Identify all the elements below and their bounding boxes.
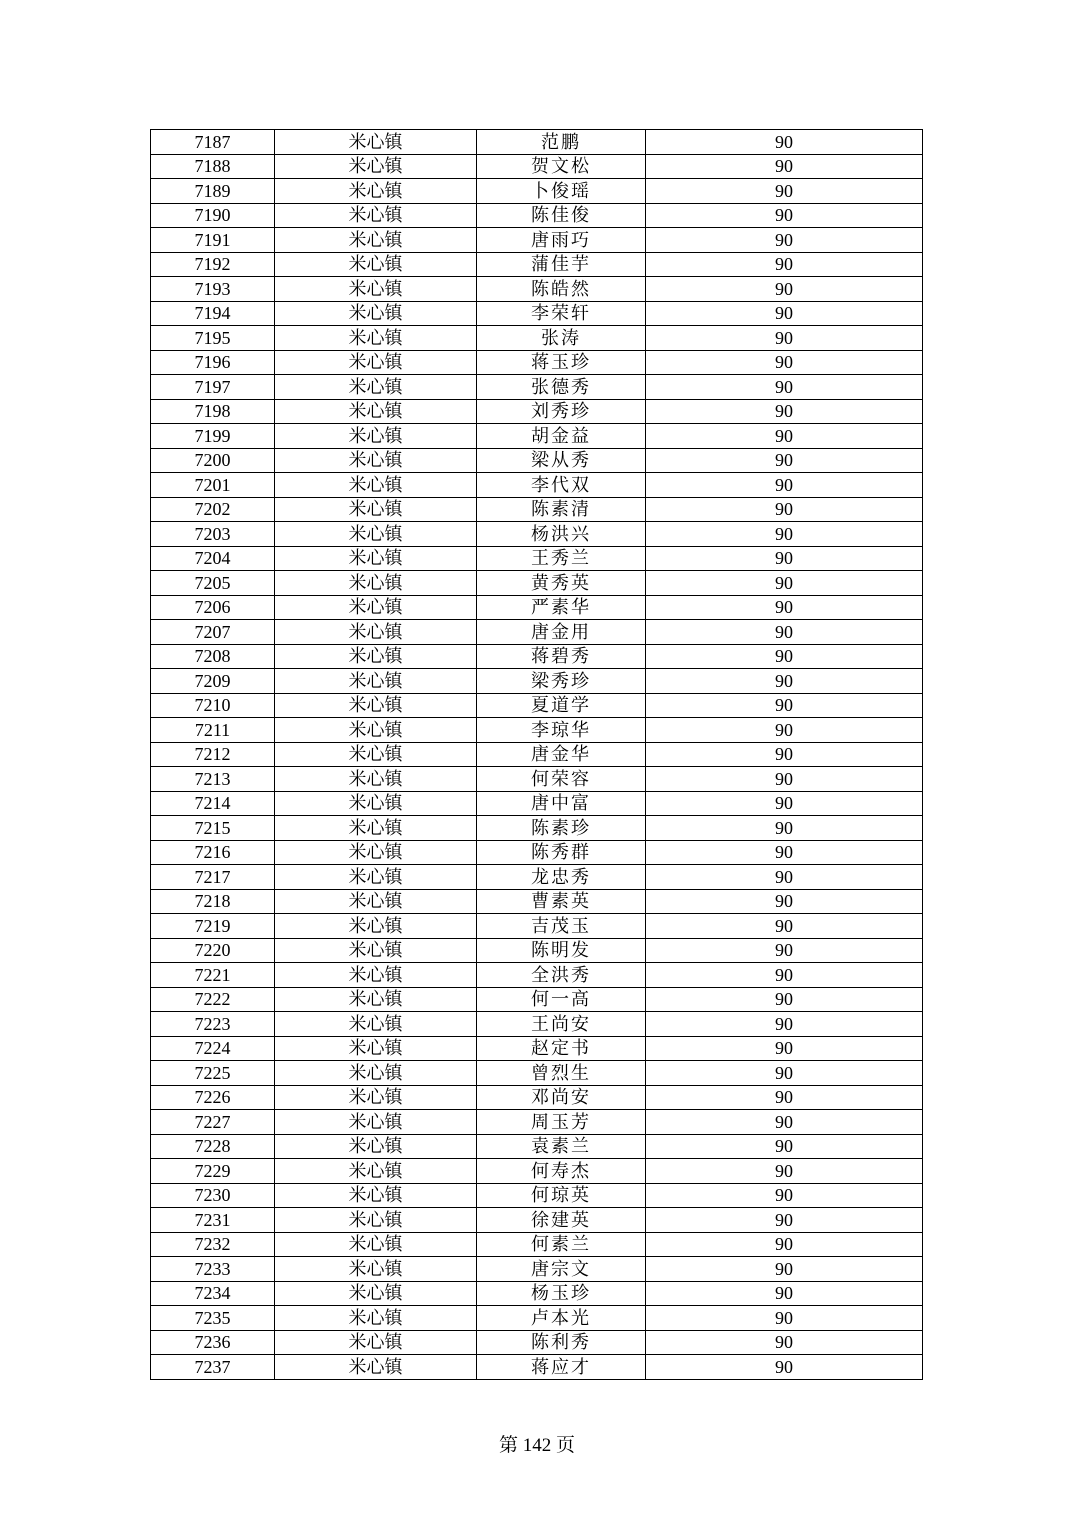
serial-number-cell: 7188 <box>151 154 275 179</box>
name-cell: 杨玉珍 <box>477 1281 646 1306</box>
name-cell: 李代双 <box>477 473 646 498</box>
table-row <box>151 1012 923 1037</box>
serial-number-cell: 7200 <box>151 448 275 473</box>
score-cell: 90 <box>646 1012 923 1037</box>
score-cell: 90 <box>646 1330 923 1355</box>
town-cell: 米心镇 <box>275 546 477 571</box>
table-row <box>151 1232 923 1257</box>
table-row <box>151 767 923 792</box>
serial-number-cell: 7220 <box>151 938 275 963</box>
town-cell: 米心镇 <box>275 1085 477 1110</box>
name-cell: 唐中富 <box>477 791 646 816</box>
town-cell: 米心镇 <box>275 963 477 988</box>
table-row <box>151 522 923 547</box>
score-cell: 90 <box>646 718 923 743</box>
name-cell: 夏道学 <box>477 693 646 718</box>
score-cell: 90 <box>646 816 923 841</box>
serial-number-cell: 7215 <box>151 816 275 841</box>
name-cell: 陈素珍 <box>477 816 646 841</box>
name-cell: 梁从秀 <box>477 448 646 473</box>
score-cell: 90 <box>646 742 923 767</box>
name-cell: 曾烈生 <box>477 1061 646 1086</box>
score-cell: 90 <box>646 1306 923 1331</box>
name-cell: 卜俊瑶 <box>477 179 646 204</box>
table-row <box>151 497 923 522</box>
score-cell: 90 <box>646 595 923 620</box>
town-cell: 米心镇 <box>275 595 477 620</box>
score-cell: 90 <box>646 767 923 792</box>
serial-number-cell: 7203 <box>151 522 275 547</box>
serial-number-cell: 7237 <box>151 1355 275 1380</box>
serial-number-cell: 7213 <box>151 767 275 792</box>
town-cell: 米心镇 <box>275 1306 477 1331</box>
serial-number-cell: 7224 <box>151 1036 275 1061</box>
table-row <box>151 938 923 963</box>
table-body <box>151 130 923 1380</box>
town-cell: 米心镇 <box>275 914 477 939</box>
town-cell: 米心镇 <box>275 179 477 204</box>
town-cell: 米心镇 <box>275 571 477 596</box>
town-cell: 米心镇 <box>275 252 477 277</box>
table-row <box>151 326 923 351</box>
score-cell: 90 <box>646 1232 923 1257</box>
score-cell: 90 <box>646 987 923 1012</box>
name-cell: 陈皓然 <box>477 277 646 302</box>
score-cell: 90 <box>646 963 923 988</box>
table-row <box>151 1061 923 1086</box>
page-label-prefix: 第 <box>498 1435 518 1456</box>
score-cell: 90 <box>646 1061 923 1086</box>
town-cell: 米心镇 <box>275 889 477 914</box>
serial-number-cell: 7199 <box>151 424 275 449</box>
town-cell: 米心镇 <box>275 938 477 963</box>
page-label-suffix: 页 <box>556 1435 576 1456</box>
town-cell: 米心镇 <box>275 669 477 694</box>
serial-number-cell: 7204 <box>151 546 275 571</box>
town-cell: 米心镇 <box>275 399 477 424</box>
serial-number-cell: 7217 <box>151 865 275 890</box>
table-row <box>151 154 923 179</box>
name-cell: 何素兰 <box>477 1232 646 1257</box>
town-cell: 米心镇 <box>275 987 477 1012</box>
score-cell: 90 <box>646 791 923 816</box>
table-row <box>151 1208 923 1233</box>
score-cell: 90 <box>646 1281 923 1306</box>
table-row <box>151 595 923 620</box>
serial-number-cell: 7210 <box>151 693 275 718</box>
score-cell: 90 <box>646 644 923 669</box>
score-cell: 90 <box>646 277 923 302</box>
serial-number-cell: 7197 <box>151 375 275 400</box>
score-cell: 90 <box>646 130 923 155</box>
serial-number-cell: 7206 <box>151 595 275 620</box>
serial-number-cell: 7208 <box>151 644 275 669</box>
score-cell: 90 <box>646 497 923 522</box>
table-row <box>151 1110 923 1135</box>
table-row <box>151 399 923 424</box>
town-cell: 米心镇 <box>275 1183 477 1208</box>
name-cell: 蒋应才 <box>477 1355 646 1380</box>
town-cell: 米心镇 <box>275 1281 477 1306</box>
name-cell: 王尚安 <box>477 1012 646 1037</box>
score-cell: 90 <box>646 448 923 473</box>
table-row <box>151 473 923 498</box>
score-cell: 90 <box>646 375 923 400</box>
town-cell: 米心镇 <box>275 840 477 865</box>
serial-number-cell: 7221 <box>151 963 275 988</box>
table-row <box>151 301 923 326</box>
score-cell: 90 <box>646 203 923 228</box>
name-cell: 蒋碧秀 <box>477 644 646 669</box>
score-cell: 90 <box>646 228 923 253</box>
town-cell: 米心镇 <box>275 1330 477 1355</box>
score-cell: 90 <box>646 914 923 939</box>
name-cell: 杨洪兴 <box>477 522 646 547</box>
table-row <box>151 571 923 596</box>
town-cell: 米心镇 <box>275 718 477 743</box>
table-row <box>151 130 923 155</box>
town-cell: 米心镇 <box>275 301 477 326</box>
score-cell: 90 <box>646 399 923 424</box>
name-cell: 何琼英 <box>477 1183 646 1208</box>
table-row <box>151 1134 923 1159</box>
score-cell: 90 <box>646 1355 923 1380</box>
serial-number-cell: 7191 <box>151 228 275 253</box>
serial-number-cell: 7190 <box>151 203 275 228</box>
serial-number-cell: 7233 <box>151 1257 275 1282</box>
table-row <box>151 865 923 890</box>
serial-number-cell: 7205 <box>151 571 275 596</box>
table-row <box>151 1159 923 1184</box>
name-cell: 唐雨巧 <box>477 228 646 253</box>
serial-number-cell: 7189 <box>151 179 275 204</box>
score-cell: 90 <box>646 1110 923 1135</box>
score-cell: 90 <box>646 1159 923 1184</box>
town-cell: 米心镇 <box>275 1257 477 1282</box>
table-row <box>151 1306 923 1331</box>
table-row <box>151 350 923 375</box>
serial-number-cell: 7207 <box>151 620 275 645</box>
table-row <box>151 1183 923 1208</box>
table-row <box>151 424 923 449</box>
data-table <box>150 129 923 1380</box>
table-row <box>151 252 923 277</box>
table-row <box>151 963 923 988</box>
town-cell: 米心镇 <box>275 1110 477 1135</box>
town-cell: 米心镇 <box>275 277 477 302</box>
name-cell: 何荣容 <box>477 767 646 792</box>
score-cell: 90 <box>646 1085 923 1110</box>
score-cell: 90 <box>646 424 923 449</box>
name-cell: 曹素英 <box>477 889 646 914</box>
serial-number-cell: 7225 <box>151 1061 275 1086</box>
serial-number-cell: 7229 <box>151 1159 275 1184</box>
town-cell: 米心镇 <box>275 497 477 522</box>
name-cell: 吉茂玉 <box>477 914 646 939</box>
name-cell: 王秀兰 <box>477 546 646 571</box>
name-cell: 何一高 <box>477 987 646 1012</box>
score-cell: 90 <box>646 154 923 179</box>
name-cell: 蒲佳芋 <box>477 252 646 277</box>
table-row <box>151 203 923 228</box>
table-row <box>151 914 923 939</box>
town-cell: 米心镇 <box>275 1208 477 1233</box>
town-cell: 米心镇 <box>275 693 477 718</box>
serial-number-cell: 7187 <box>151 130 275 155</box>
score-cell: 90 <box>646 473 923 498</box>
score-cell: 90 <box>646 522 923 547</box>
name-cell: 赵定书 <box>477 1036 646 1061</box>
serial-number-cell: 7212 <box>151 742 275 767</box>
town-cell: 米心镇 <box>275 767 477 792</box>
serial-number-cell: 7223 <box>151 1012 275 1037</box>
score-cell: 90 <box>646 840 923 865</box>
score-cell: 90 <box>646 889 923 914</box>
name-cell: 李荣轩 <box>477 301 646 326</box>
town-cell: 米心镇 <box>275 1012 477 1037</box>
table-row <box>151 1085 923 1110</box>
serial-number-cell: 7201 <box>151 473 275 498</box>
score-cell: 90 <box>646 620 923 645</box>
serial-number-cell: 7194 <box>151 301 275 326</box>
name-cell: 陈利秀 <box>477 1330 646 1355</box>
score-cell: 90 <box>646 301 923 326</box>
town-cell: 米心镇 <box>275 1134 477 1159</box>
table-row <box>151 889 923 914</box>
table-row <box>151 1355 923 1380</box>
town-cell: 米心镇 <box>275 203 477 228</box>
town-cell: 米心镇 <box>275 1159 477 1184</box>
town-cell: 米心镇 <box>275 350 477 375</box>
name-cell: 陈秀群 <box>477 840 646 865</box>
name-cell: 陈素清 <box>477 497 646 522</box>
name-cell: 严素华 <box>477 595 646 620</box>
name-cell: 黄秀英 <box>477 571 646 596</box>
town-cell: 米心镇 <box>275 228 477 253</box>
table-row <box>151 546 923 571</box>
serial-number-cell: 7222 <box>151 987 275 1012</box>
town-cell: 米心镇 <box>275 130 477 155</box>
score-cell: 90 <box>646 1134 923 1159</box>
name-cell: 卢本光 <box>477 1306 646 1331</box>
serial-number-cell: 7209 <box>151 669 275 694</box>
serial-number-cell: 7219 <box>151 914 275 939</box>
table-row <box>151 718 923 743</box>
serial-number-cell: 7227 <box>151 1110 275 1135</box>
table-row <box>151 791 923 816</box>
serial-number-cell: 7228 <box>151 1134 275 1159</box>
name-cell: 李琼华 <box>477 718 646 743</box>
page-footer <box>0 1430 1074 1457</box>
town-cell: 米心镇 <box>275 1036 477 1061</box>
serial-number-cell: 7202 <box>151 497 275 522</box>
table-row <box>151 669 923 694</box>
town-cell: 米心镇 <box>275 473 477 498</box>
table-row <box>151 1257 923 1282</box>
town-cell: 米心镇 <box>275 1061 477 1086</box>
table-row <box>151 840 923 865</box>
town-cell: 米心镇 <box>275 644 477 669</box>
name-cell: 贺文松 <box>477 154 646 179</box>
table-row <box>151 1281 923 1306</box>
serial-number-cell: 7218 <box>151 889 275 914</box>
name-cell: 龙忠秀 <box>477 865 646 890</box>
serial-number-cell: 7198 <box>151 399 275 424</box>
table-row <box>151 987 923 1012</box>
name-cell: 张涛 <box>477 326 646 351</box>
score-cell: 90 <box>646 571 923 596</box>
town-cell: 米心镇 <box>275 424 477 449</box>
table-row <box>151 742 923 767</box>
name-cell: 唐金华 <box>477 742 646 767</box>
score-cell: 90 <box>646 865 923 890</box>
serial-number-cell: 7196 <box>151 350 275 375</box>
table-row <box>151 179 923 204</box>
name-cell: 刘秀珍 <box>477 399 646 424</box>
name-cell: 胡金益 <box>477 424 646 449</box>
table-row <box>151 644 923 669</box>
name-cell: 何寿杰 <box>477 1159 646 1184</box>
page-number: 142 <box>522 1435 552 1456</box>
town-cell: 米心镇 <box>275 326 477 351</box>
town-cell: 米心镇 <box>275 865 477 890</box>
score-cell: 90 <box>646 1257 923 1282</box>
score-cell: 90 <box>646 252 923 277</box>
score-cell: 90 <box>646 546 923 571</box>
town-cell: 米心镇 <box>275 154 477 179</box>
table-row <box>151 228 923 253</box>
name-cell: 范鹏 <box>477 130 646 155</box>
score-cell: 90 <box>646 669 923 694</box>
table-row <box>151 693 923 718</box>
town-cell: 米心镇 <box>275 1232 477 1257</box>
score-cell: 90 <box>646 693 923 718</box>
town-cell: 米心镇 <box>275 1355 477 1380</box>
serial-number-cell: 7230 <box>151 1183 275 1208</box>
name-cell: 张德秀 <box>477 375 646 400</box>
table-row <box>151 620 923 645</box>
serial-number-cell: 7235 <box>151 1306 275 1331</box>
name-cell: 徐建英 <box>477 1208 646 1233</box>
serial-number-cell: 7193 <box>151 277 275 302</box>
town-cell: 米心镇 <box>275 742 477 767</box>
score-cell: 90 <box>646 179 923 204</box>
table-row <box>151 448 923 473</box>
town-cell: 米心镇 <box>275 375 477 400</box>
serial-number-cell: 7195 <box>151 326 275 351</box>
serial-number-cell: 7216 <box>151 840 275 865</box>
name-cell: 周玉芳 <box>477 1110 646 1135</box>
name-cell: 唐宗文 <box>477 1257 646 1282</box>
table-row <box>151 816 923 841</box>
serial-number-cell: 7226 <box>151 1085 275 1110</box>
name-cell: 梁秀珍 <box>477 669 646 694</box>
name-cell: 全洪秀 <box>477 963 646 988</box>
name-cell: 邓尚安 <box>477 1085 646 1110</box>
score-cell: 90 <box>646 1036 923 1061</box>
serial-number-cell: 7232 <box>151 1232 275 1257</box>
serial-number-cell: 7234 <box>151 1281 275 1306</box>
town-cell: 米心镇 <box>275 620 477 645</box>
serial-number-cell: 7211 <box>151 718 275 743</box>
town-cell: 米心镇 <box>275 522 477 547</box>
name-cell: 陈明发 <box>477 938 646 963</box>
score-cell: 90 <box>646 1183 923 1208</box>
score-cell: 90 <box>646 326 923 351</box>
serial-number-cell: 7236 <box>151 1330 275 1355</box>
name-cell: 蒋玉珍 <box>477 350 646 375</box>
serial-number-cell: 7192 <box>151 252 275 277</box>
table-row <box>151 1330 923 1355</box>
score-cell: 90 <box>646 938 923 963</box>
name-cell: 唐金用 <box>477 620 646 645</box>
table-row <box>151 277 923 302</box>
table-row <box>151 375 923 400</box>
name-cell: 陈佳俊 <box>477 203 646 228</box>
town-cell: 米心镇 <box>275 448 477 473</box>
score-cell: 90 <box>646 350 923 375</box>
serial-number-cell: 7214 <box>151 791 275 816</box>
score-cell: 90 <box>646 1208 923 1233</box>
name-cell: 袁素兰 <box>477 1134 646 1159</box>
town-cell: 米心镇 <box>275 816 477 841</box>
table-row <box>151 1036 923 1061</box>
serial-number-cell: 7231 <box>151 1208 275 1233</box>
town-cell: 米心镇 <box>275 791 477 816</box>
